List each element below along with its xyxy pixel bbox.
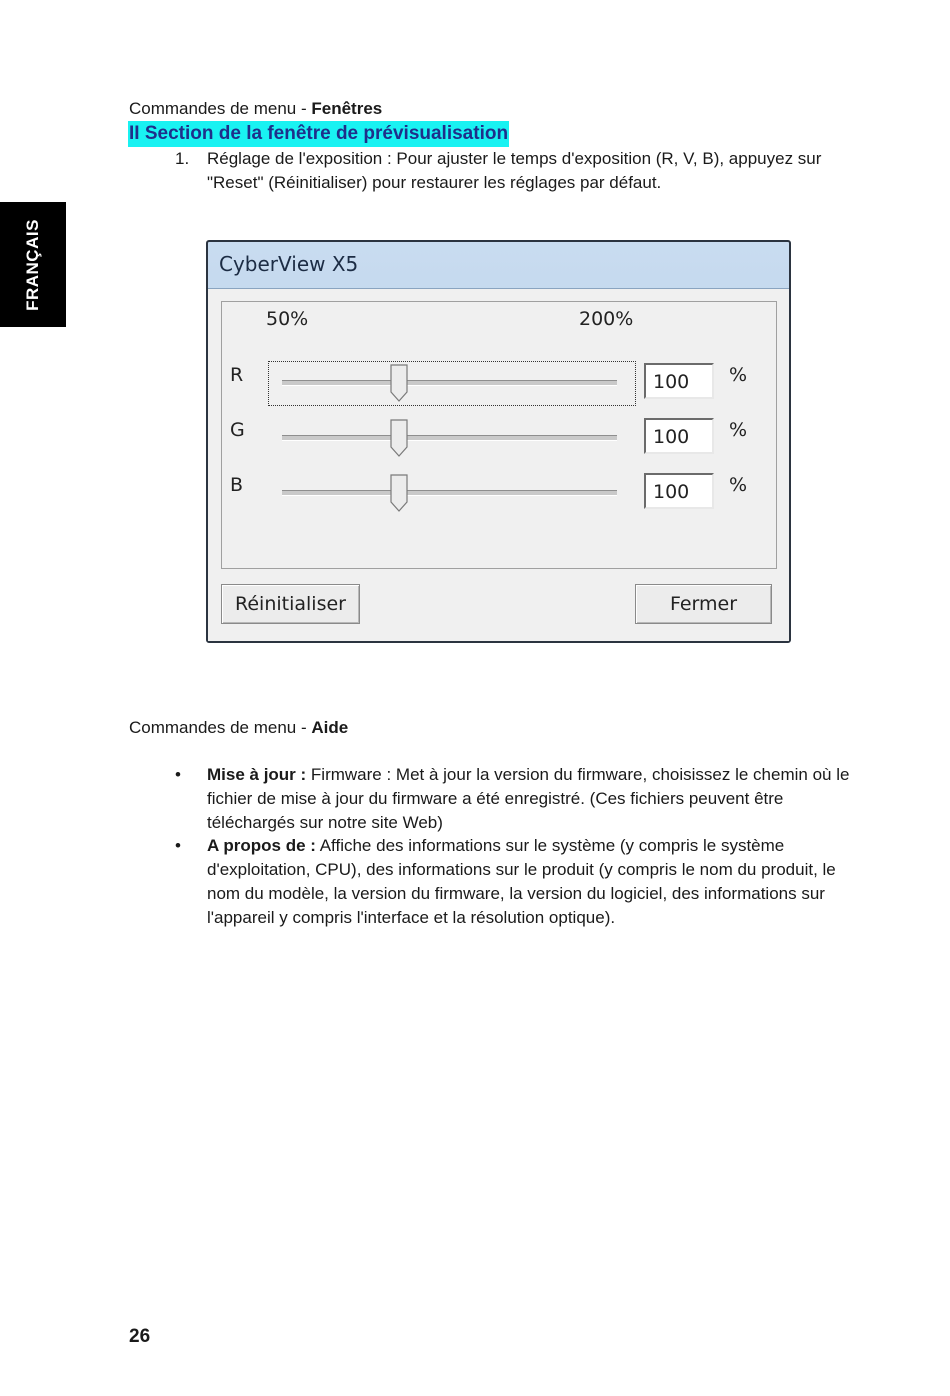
slider-track-g[interactable] [282, 435, 617, 441]
help-item-text: Affiche des informations sur le système (y compris le système d'exploitation, CPU), des informations sur le produit (y compris le nom du produit, le nom du modèle, la version du firmware, la version du logiciel, des informations sur l'appareil y compris l'interface et la résolution optique). [207, 836, 836, 927]
slider-thumb-b[interactable] [390, 474, 408, 512]
step-number: 1. [175, 149, 190, 168]
menu-help-prefix: Commandes de menu - [129, 718, 312, 737]
bullet-icon: • [175, 765, 181, 784]
slider-thumb-g[interactable] [390, 419, 408, 457]
exposure-group-box [221, 301, 777, 569]
dialog-body [208, 288, 789, 641]
close-button[interactable]: Fermer [635, 584, 772, 624]
step-text: Réglage de l'exposition : Pour ajuster le temps d'exposition (R, V, B), appuyez sur "Reset" (Réinitialiser) pour restaurer les réglages par défaut. [207, 149, 822, 192]
page-number: 26 [129, 1326, 151, 1347]
section-heading: II Section de la fenêtre de prévisualisation [128, 121, 509, 147]
menu-help-line [129, 716, 348, 740]
dialog-title: CyberView X5 [219, 252, 359, 276]
bullet-icon: • [175, 836, 181, 855]
value-field-b[interactable]: 100 [644, 473, 714, 509]
slider-thumb-r[interactable] [390, 364, 408, 402]
help-item-update [207, 763, 872, 835]
slider-track-r[interactable] [282, 380, 617, 386]
channel-label-b: B [230, 474, 244, 496]
slider-track-b[interactable] [282, 490, 617, 496]
menu-help-name: Aide [311, 718, 349, 737]
value-field-g[interactable]: 100 [644, 418, 714, 454]
unit-label-b: % [729, 474, 748, 496]
help-item-term: A propos de : [207, 836, 316, 855]
unit-label-r: % [729, 364, 748, 386]
help-item-term: Mise à jour : [207, 765, 307, 784]
menu-windows-name: Fenêtres [311, 99, 383, 118]
reset-button[interactable]: Réinitialiser [221, 584, 360, 624]
channel-label-g: G [230, 419, 245, 441]
scale-max-label: 200% [579, 308, 634, 330]
scale-min-label: 50% [266, 308, 309, 330]
help-item-text: Firmware : Met à jour la version du firmware, choisissez le chemin où le fichier de mise à jour du firmware a été enregistré. (Ces fichiers peuvent être téléchargés sur notre site Web) [207, 765, 850, 832]
help-item-about [207, 834, 872, 930]
menu-windows-prefix: Commandes de menu - [129, 99, 312, 118]
menu-windows-line [129, 97, 382, 121]
language-side-tab [0, 202, 66, 327]
channel-label-r: R [230, 364, 244, 386]
value-field-r[interactable]: 100 [644, 363, 714, 399]
language-label: FRANÇAIS [23, 218, 42, 311]
exposure-dialog [206, 240, 791, 643]
unit-label-g: % [729, 419, 748, 441]
